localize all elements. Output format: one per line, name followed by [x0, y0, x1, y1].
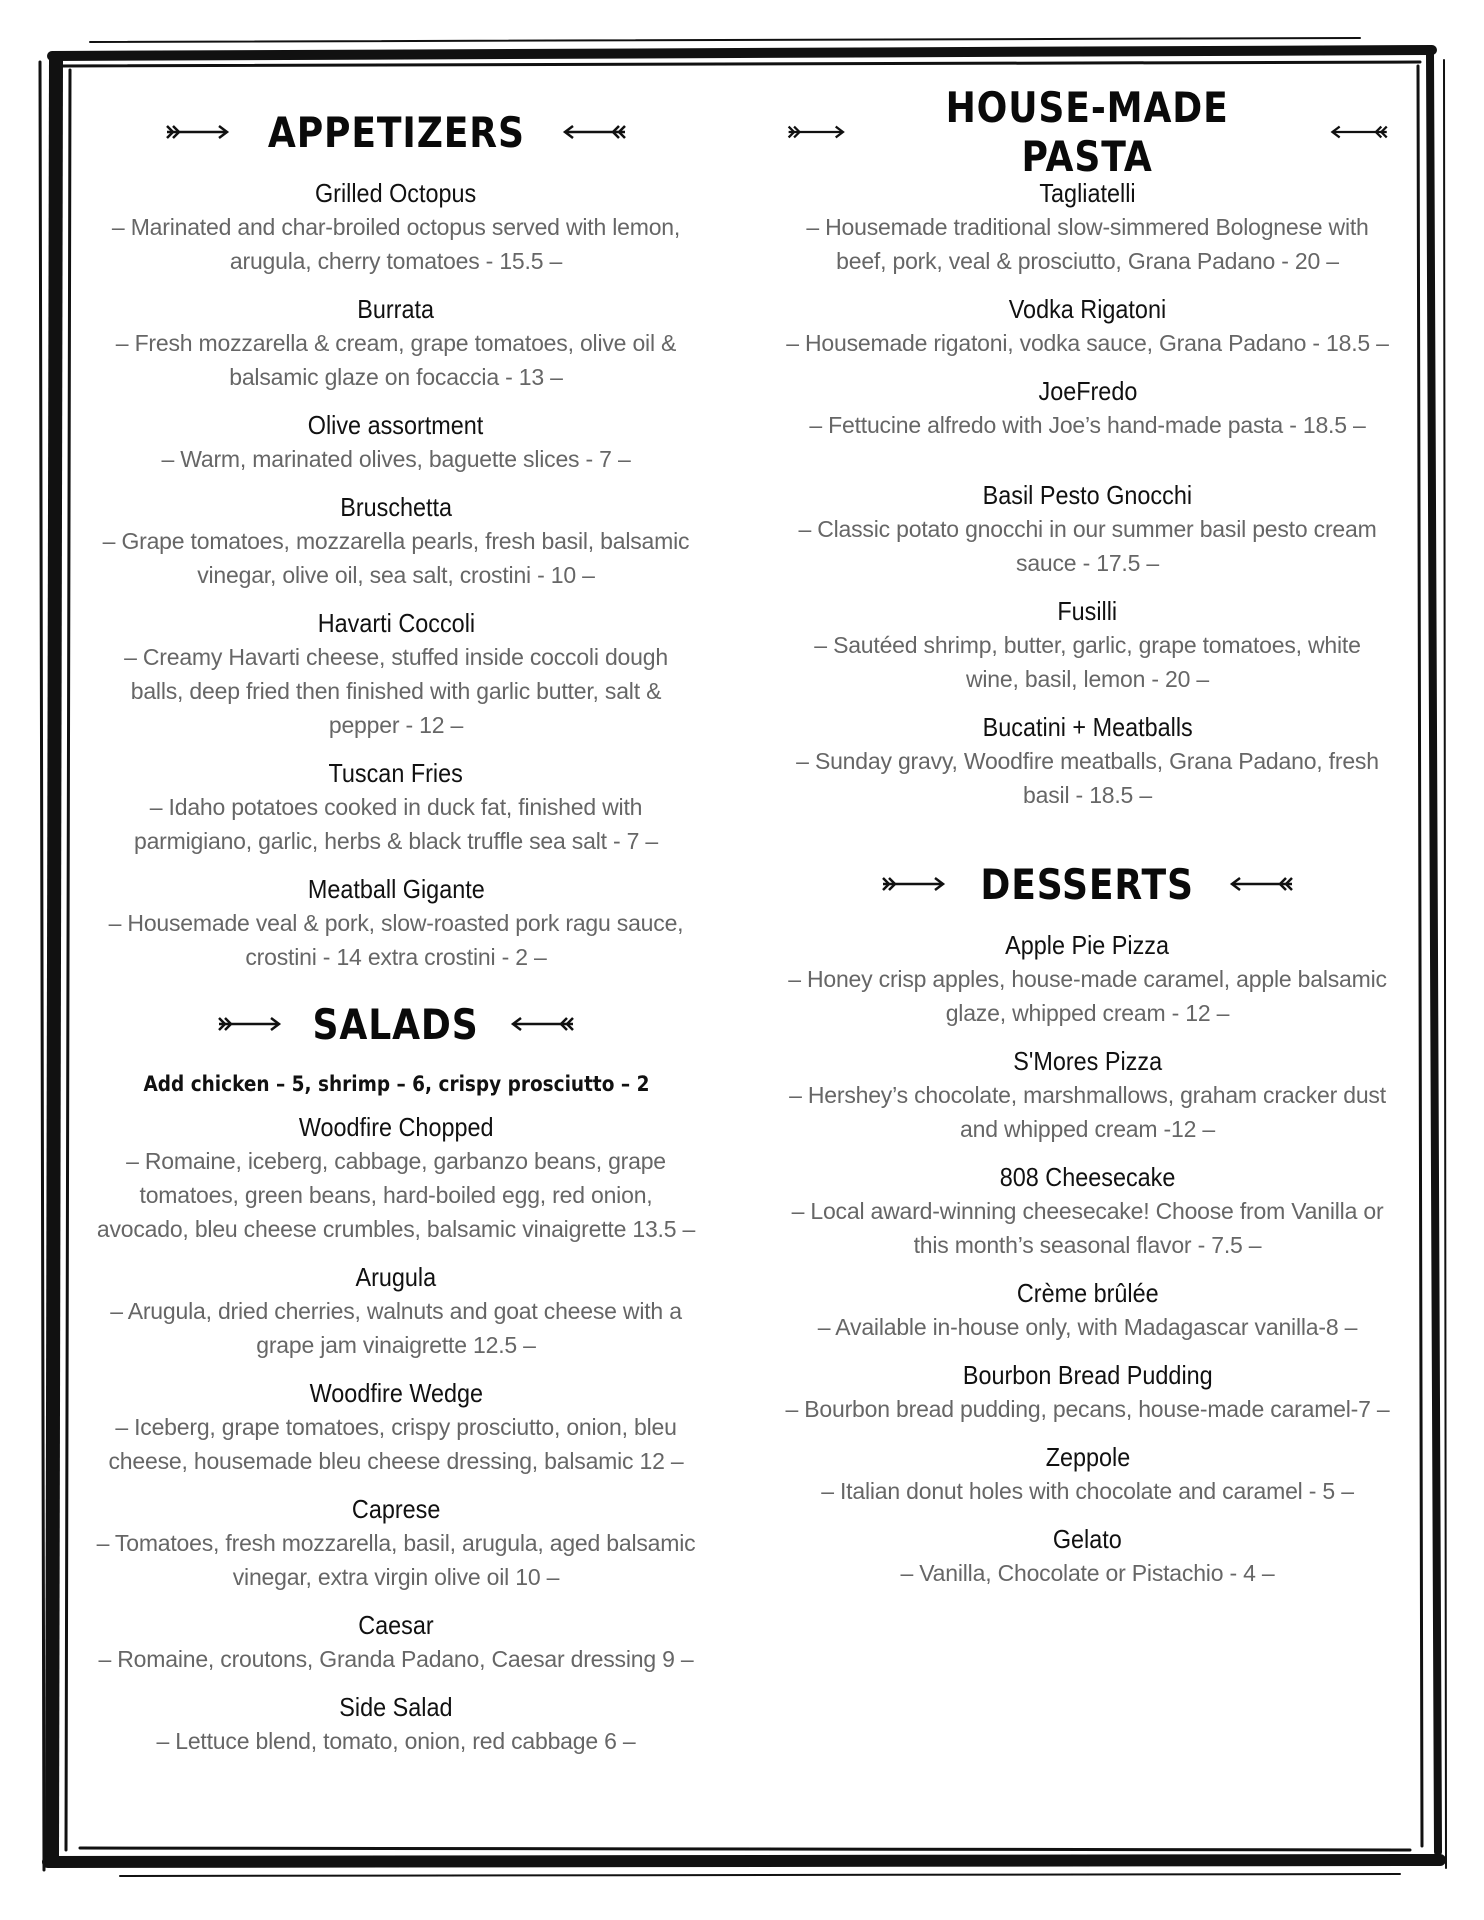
menu-item	[96, 872, 696, 974]
item-description: – Available in-house only, with Madagascar vanilla-8 –	[817, 1314, 1358, 1340]
item-description: – Housemade rigatoni, vodka sauce, Grana Padano - 18.5 –	[786, 330, 1389, 356]
item-name: Woodfire Chopped	[298, 1112, 494, 1142]
item-name: Basil Pesto Gnocchi	[982, 480, 1193, 510]
salad-addons: Add chicken – 5, shrimp – 6, crispy prosciutto – 2	[143, 1072, 649, 1096]
right-column	[785, 83, 1390, 1604]
item-name: Tagliatelli	[1039, 178, 1136, 208]
item-name: 808 Cheesecake	[999, 1162, 1176, 1192]
desserts-title: DESSERTS	[980, 859, 1195, 909]
menu-item	[96, 408, 696, 476]
arrow-left-icon	[507, 1014, 577, 1034]
item-description: – Marinated and char-broiled octopus served with lemon, arugula, cherry tomatoes - 15.5 –	[111, 214, 681, 274]
menu-item	[96, 756, 696, 858]
item-description: – Sunday gravy, Woodfire meatballs, Grana Padano, fresh basil - 18.5 –	[796, 748, 1379, 808]
left-column	[96, 96, 696, 1772]
item-name: Bruschetta	[340, 492, 452, 522]
item-name: Caesar	[358, 1610, 434, 1640]
menu-item	[96, 1110, 696, 1246]
menu-item	[96, 176, 696, 278]
item-name: Caprese	[351, 1494, 441, 1524]
item-name: S'Mores Pizza	[1013, 1046, 1162, 1076]
arrow-left-icon	[1327, 122, 1390, 142]
item-name: Grilled Octopus	[315, 178, 477, 208]
item-name: Side Salad	[339, 1692, 453, 1722]
menu-item	[96, 1260, 696, 1362]
item-description: – Hershey’s chocolate, marshmallows, graham cracker dust and whipped cream -12 –	[789, 1082, 1386, 1142]
item-description: – Iceberg, grape tomatoes, crispy prosciutto, onion, bleu cheese, housemade bleu cheese dressing, balsamic 12 –	[108, 1414, 684, 1474]
item-description: – Vanilla, Chocolate or Pistachio - 4 –	[900, 1560, 1275, 1586]
item-description: – Fettucine alfredo with Joe’s hand-made pasta - 18.5 –	[809, 412, 1366, 438]
pasta-header	[785, 83, 1390, 181]
desserts-header	[785, 848, 1390, 920]
item-description: – Classic potato gnocchi in our summer basil pesto cream sauce - 17.5 –	[798, 516, 1377, 576]
salads-header	[96, 988, 696, 1060]
menu-item	[785, 928, 1390, 1030]
item-description: – Arugula, dried cherries, walnuts and goat cheese with a grape jam vinaigrette 12.5 –	[110, 1298, 682, 1358]
item-description: – Idaho potatoes cooked in duck fat, finished with parmigiano, garlic, herbs & black truffle sea salt - 7 –	[133, 794, 659, 854]
item-name: Fusilli	[1057, 596, 1118, 626]
menu-item	[785, 374, 1390, 442]
menu-item	[96, 606, 696, 742]
item-description: – Local award-winning cheesecake! Choose from Vanilla or this month’s seasonal flavor - 7.5 –	[791, 1198, 1384, 1258]
pasta-title: HOUSE-MADE PASTA	[945, 83, 1230, 181]
item-name: Havarti Coccoli	[317, 608, 475, 638]
item-description: – Romaine, iceberg, cabbage, garbanzo beans, grape tomatoes, green beans, hard-boiled egg, red onion, avocado, bleu cheese crumbles, balsamic vinaigrette 13.5 –	[96, 1148, 696, 1242]
menu-item	[785, 1160, 1390, 1262]
arrow-left-icon	[559, 122, 629, 142]
menu-item	[785, 1276, 1390, 1344]
item-name: Crème brûlée	[1016, 1278, 1159, 1308]
item-description: – Sautéed shrimp, butter, garlic, grape tomatoes, white wine, basil, lemon - 20 –	[814, 632, 1361, 692]
item-name: Bucatini + Meatballs	[982, 712, 1193, 742]
item-name: Burrata	[357, 294, 435, 324]
item-description: – Housemade veal & pork, slow-roasted pork ragu sauce, crostini - 14 extra crostini - 2 –	[108, 910, 684, 970]
item-name: Gelato	[1053, 1524, 1122, 1554]
menu-item	[96, 1608, 696, 1676]
item-description: – Bourbon bread pudding, pecans, house-made caramel-7 –	[785, 1396, 1390, 1422]
menu-item	[785, 1440, 1390, 1508]
menu-item	[96, 1376, 696, 1478]
arrow-right-icon	[879, 874, 949, 894]
menu-item	[96, 1492, 696, 1594]
menu-item	[785, 478, 1390, 580]
menu-item	[785, 292, 1390, 360]
item-name: Apple Pie Pizza	[1005, 930, 1170, 960]
menu-item	[96, 292, 696, 394]
menu-item	[785, 710, 1390, 812]
menu-item	[96, 490, 696, 592]
menu-item	[785, 1522, 1390, 1590]
item-description: – Creamy Havarti cheese, stuffed inside coccoli dough balls, deep fried then finished with garlic butter, salt & pepper - 12 –	[124, 644, 668, 738]
salads-title: SALADS	[312, 999, 480, 1049]
arrow-right-icon	[215, 1014, 285, 1034]
item-description: – Italian donut holes with chocolate and caramel - 5 –	[821, 1478, 1354, 1504]
item-name: Olive assortment	[308, 410, 484, 440]
item-name: Meatball Gigante	[307, 874, 485, 904]
item-description: – Tomatoes, fresh mozzarella, basil, arugula, aged balsamic vinegar, extra virgin olive oil 10 –	[96, 1530, 696, 1590]
item-description: – Honey crisp apples, house-made caramel, apple balsamic glaze, whipped cream - 12 –	[788, 966, 1387, 1026]
item-description: – Lettuce blend, tomato, onion, red cabbage 6 –	[156, 1728, 636, 1754]
item-description: – Romaine, croutons, Granda Padano, Caesar dressing 9 –	[98, 1646, 694, 1672]
item-name: Zeppole	[1045, 1442, 1130, 1472]
item-description: – Grape tomatoes, mozzarella pearls, fresh basil, balsamic vinegar, olive oil, sea salt, crostini - 10 –	[102, 528, 690, 588]
item-description: – Warm, marinated olives, baguette slices - 7 –	[161, 446, 631, 472]
appetizers-title: APPETIZERS	[267, 107, 525, 157]
menu-item	[785, 1358, 1390, 1426]
item-description: – Housemade traditional slow-simmered Bolognese with beef, pork, veal & prosciutto, Grana Padano - 20 –	[806, 214, 1369, 274]
arrow-right-icon	[785, 122, 848, 142]
menu-item	[785, 1044, 1390, 1146]
appetizers-header	[96, 96, 696, 168]
arrow-right-icon	[163, 122, 233, 142]
item-name: Vodka Rigatoni	[1008, 294, 1167, 324]
arrow-left-icon	[1226, 874, 1296, 894]
item-name: Arugula	[355, 1262, 437, 1292]
item-name: Bourbon Bread Pudding	[962, 1360, 1213, 1390]
item-name: Tuscan Fries	[328, 758, 464, 788]
item-name: Woodfire Wedge	[309, 1378, 483, 1408]
item-description: – Fresh mozzarella & cream, grape tomatoes, olive oil & balsamic glaze on focaccia - 13 –	[115, 330, 677, 390]
menu-item	[785, 176, 1390, 278]
menu-item	[96, 1690, 696, 1758]
item-name: JoeFredo	[1038, 376, 1137, 406]
menu-item	[785, 594, 1390, 696]
